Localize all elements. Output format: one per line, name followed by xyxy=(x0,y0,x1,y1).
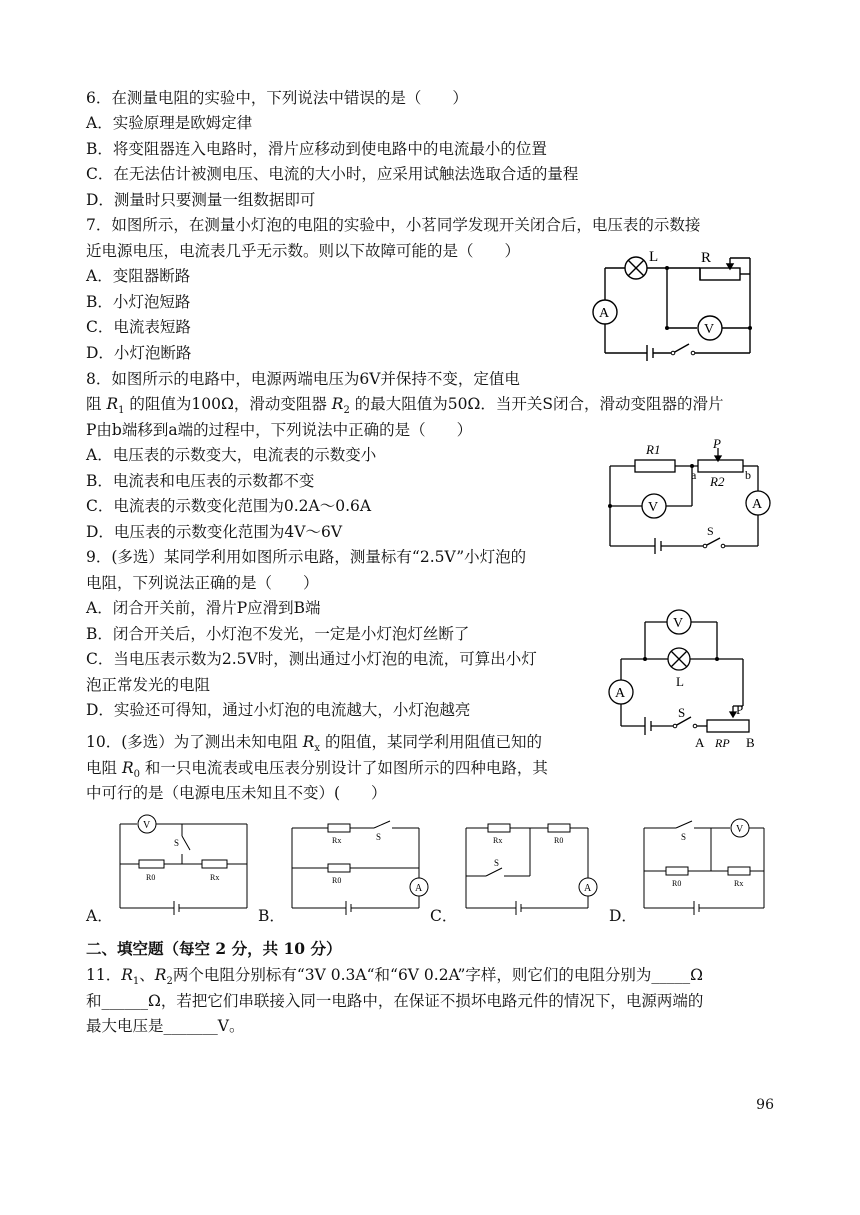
q8-r2-label: R2 xyxy=(710,474,725,489)
q11-line2: 和______Ω，若把它们串联接入同一电路中，在保证不损坏电路元件的情况下，电源两端的 xyxy=(86,992,704,1010)
q10b-switch-label: S xyxy=(376,832,382,842)
q8-option-a: A．电压表的示数变大，电流表的示数变小 xyxy=(86,446,377,464)
q9-stem-line1: 9．(多选）某同学利用如图所示电路，测量标有“2.5V”小灯泡的 xyxy=(86,548,527,566)
page-number: 96 xyxy=(756,1097,774,1113)
q8-ammeter-label: A xyxy=(752,497,763,512)
q9-lamp-label: L xyxy=(676,674,684,689)
q7-circuit-diagram xyxy=(585,248,760,363)
r1-subscript: 1 xyxy=(132,976,140,988)
q9-circuit-diagram xyxy=(605,604,775,754)
q7-option-a: A．变阻器断路 xyxy=(86,267,191,285)
q9-option-c-line1: C．当电压表示数为2.5V时，测出通过小灯泡的电流，可算出小灯 xyxy=(86,650,537,668)
q7-voltmeter-label: V xyxy=(704,322,715,337)
q9-option-d: D．实验还可得知，通过小灯泡的电流越大，小灯泡越亮 xyxy=(86,701,471,719)
r1-symbol: R xyxy=(121,966,133,984)
q11-line1 xyxy=(86,964,703,993)
q10-option-c-letter: C． xyxy=(430,907,458,925)
q9-option-a: A．闭合开关前，滑片P应滑到B端 xyxy=(86,599,321,617)
q10d-r0-label: R0 xyxy=(672,879,682,888)
q10-stem-text: 10．(多选）为了测出未知电阻 xyxy=(86,733,303,751)
q11-line3: 最大电压是_______V。 xyxy=(86,1017,245,1035)
q9-option-c-line2: 泡正常发光的电阻 xyxy=(86,676,211,694)
q10-circuit-c xyxy=(458,816,608,920)
q6-option-b: B．将变阻器连入电路时，滑片应移动到使电路中的电流最小的位置 xyxy=(86,140,547,158)
q9-b-end-label: B xyxy=(746,735,755,750)
q10d-voltmeter-label: V xyxy=(736,824,744,835)
q8-stem-text: 的阻值为100Ω，滑动变阻器 xyxy=(124,395,332,413)
q10d-rx-label: Rx xyxy=(734,879,744,888)
q9-voltmeter-label: V xyxy=(673,616,684,631)
q8-a-label: a xyxy=(691,468,697,482)
q8-stem-text: 阻 xyxy=(86,395,107,413)
q9-a-end-label: A xyxy=(695,735,705,750)
r0-subscript: 0 xyxy=(133,769,140,781)
q10-circuit-d xyxy=(636,816,776,920)
q6-stem: 6．在测量电阻的实验中，下列说法中错误的是（ ） xyxy=(86,89,468,107)
q8-stem-line3: P由b端移到a端的过程中，下列说法中正确的是（ ） xyxy=(86,421,473,439)
r2-subscript: 2 xyxy=(166,976,173,988)
rx-symbol: R xyxy=(302,733,315,751)
q10a-voltmeter-label: V xyxy=(143,820,151,831)
q10b-rx-label: Rx xyxy=(332,836,342,845)
r2-symbol: R xyxy=(154,966,167,984)
q10a-rx-label: Rx xyxy=(210,873,220,882)
q7-option-c: C．电流表短路 xyxy=(86,318,191,336)
q8-p-label: P xyxy=(713,436,721,451)
q6-option-c: C．在无法估计被测电压、电流的大小时，应采用试触法选取合适的量程 xyxy=(86,165,579,183)
r0-symbol: R xyxy=(121,759,134,777)
q8-option-b: B．电流表和电压表的示数都不变 xyxy=(86,472,315,490)
r1-subscript: 1 xyxy=(118,405,125,417)
q8-option-d: D．电压表的示数变化范围为4V～6V xyxy=(86,523,343,541)
q8-stem-text: 的最大阻值为50Ω．当开关S闭合，滑动变阻器的滑片 xyxy=(349,395,724,413)
q7-option-b: B．小灯泡短路 xyxy=(86,293,191,311)
q10b-r0-label: R0 xyxy=(332,876,342,885)
q10b-ammeter-label: A xyxy=(415,883,423,894)
q10d-switch-label: S xyxy=(681,832,687,842)
q9-switch-label: S xyxy=(678,705,686,720)
q10-stem-line1 xyxy=(86,731,542,760)
q10a-r0-label: R0 xyxy=(146,873,156,882)
q7-option-d: D．小灯泡断路 xyxy=(86,344,192,362)
q7-stem-line2: 近电源电压，电流表几乎无示数。则以下故障可能的是（ ） xyxy=(86,242,521,260)
r1-symbol: R xyxy=(106,395,119,413)
q6-option-a: A．实验原理是欧姆定律 xyxy=(86,114,253,132)
q8-circuit-diagram xyxy=(600,436,775,556)
q9-p-label: P xyxy=(736,702,744,717)
q10-option-d-letter: D． xyxy=(609,907,637,925)
q9-option-b: B．闭合开关后，小灯泡不发光，一定是小灯泡灯丝断了 xyxy=(86,625,470,643)
q10c-rx-label: Rx xyxy=(493,836,503,845)
q8-switch-label: S xyxy=(707,524,714,538)
q10-circuit-b xyxy=(284,816,434,920)
q11-text: 两个电阻分别标有“3V 0.3A“和“6V 0.2A”字样，则它们的电阻分别为_____Ω xyxy=(172,966,704,984)
q8-b-label: b xyxy=(745,468,751,482)
rx-subscript: x xyxy=(314,743,321,755)
section-2-heading: 二、填空题（每空 2 分，共 10 分） xyxy=(86,939,342,958)
q7-stem-line1: 7．如图所示，在测量小灯泡的电阻的实验中，小茗同学发现开关闭合后，电压表的示数接 xyxy=(86,216,701,234)
r2-subscript: 2 xyxy=(343,405,350,417)
q8-stem-line2 xyxy=(86,393,723,422)
q6-option-d: D．测量时只要测量一组数据即可 xyxy=(86,191,316,209)
q10-circuit-a xyxy=(112,812,257,920)
q8-stem-line1: 8．如图所示的电路中，电源两端电压为6V并保持不变，定值电 xyxy=(86,370,520,388)
q10a-switch-label: S xyxy=(174,838,180,848)
q9-stem-line2: 电阻，下列说法正确的是（ ） xyxy=(86,574,319,592)
q8-r1-label: R1 xyxy=(646,442,661,457)
r2-symbol: R xyxy=(331,395,344,413)
q7-lamp-label: L xyxy=(649,249,659,265)
q11-number: 11． xyxy=(86,966,122,984)
q8-voltmeter-label: V xyxy=(648,500,659,515)
q7-ammeter-label: A xyxy=(599,306,610,321)
q8-option-c: C．电流表的示数变化范围为0.2A～0.6A xyxy=(86,497,372,515)
q10-option-b-letter: B． xyxy=(258,907,285,925)
q10-option-a-letter: A． xyxy=(86,907,113,925)
q10c-r0-label: R0 xyxy=(554,836,564,845)
q7-rheostat-label: R xyxy=(701,250,712,266)
q10-stem-line3: 中可行的是（电源电压未知且不变）( ） xyxy=(86,784,387,802)
q10-stem-text: 和一只电流表或电压表分别设计了如图所示的四种电路，其 xyxy=(139,759,548,777)
q10c-ammeter-label: A xyxy=(584,883,592,894)
q9-rp-label: RP xyxy=(715,736,730,750)
separator: 、 xyxy=(139,966,155,984)
q9-ammeter-label: A xyxy=(615,686,626,701)
q10-stem-text: 电阻 xyxy=(86,759,122,777)
q10c-switch-label: S xyxy=(494,858,500,868)
q10-stem-text: 的阻值，某同学利用阻值已知的 xyxy=(320,733,542,751)
